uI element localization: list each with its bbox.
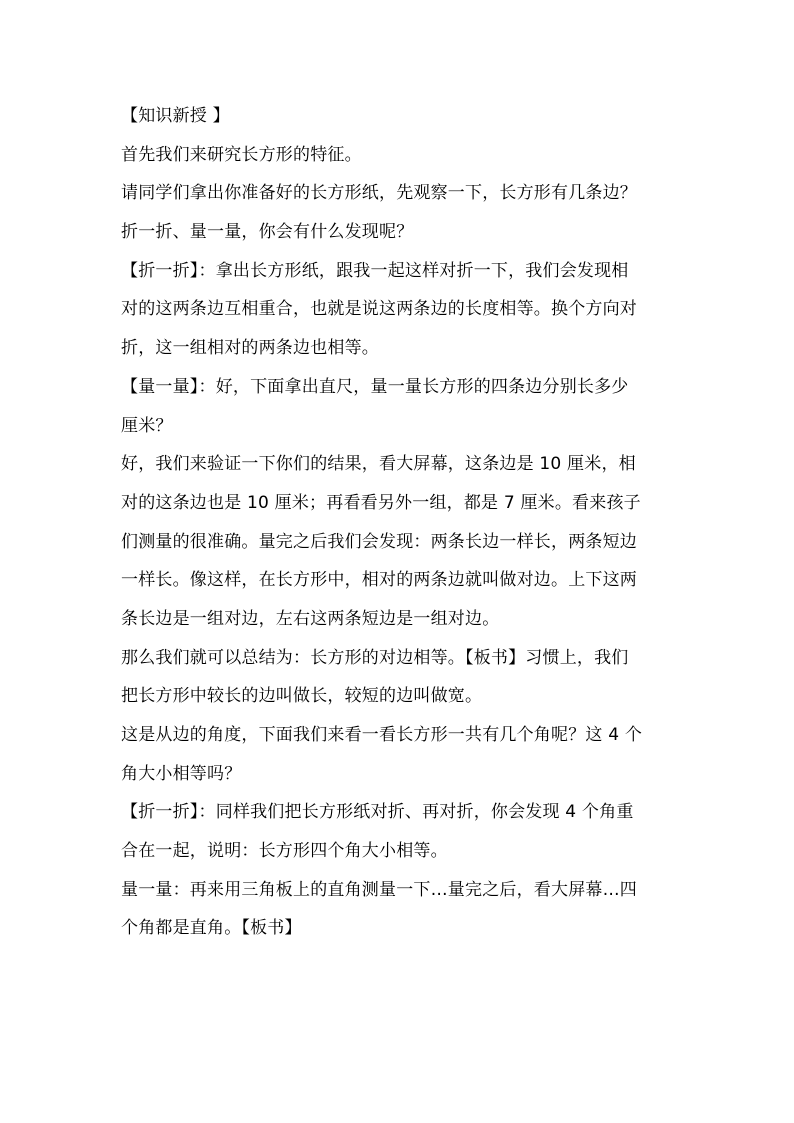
text-line: 折一折、量一量，你会有什么发现呢？ bbox=[121, 222, 414, 243]
text-line: 个角都是直角。【板书】 bbox=[121, 918, 302, 939]
text-line: 合在一起，说明：长方形四个角大小相等。 bbox=[121, 841, 448, 862]
text-line: 对的这两条边互相重合，也就是说这两条边的长度相等。换个方向对 bbox=[121, 299, 637, 320]
paragraph-angles-question bbox=[121, 716, 681, 793]
paragraph-fold-measure-question bbox=[121, 213, 681, 252]
text-line: 折，这一组相对的两条边也相等。 bbox=[121, 338, 379, 359]
paragraph-measure-sides bbox=[121, 368, 681, 445]
text-line: 那么我们就可以总结为：长方形的对边相等。【板书】习惯上，我们 bbox=[121, 647, 629, 668]
text-line: 条长边是一组对边，左右这两条短边是一组对边。 bbox=[121, 608, 500, 629]
paragraph-fold-angles bbox=[121, 793, 681, 870]
paragraph-verify-results bbox=[121, 445, 681, 638]
text-line: 请同学们拿出你准备好的长方形纸，先观察一下，长方形有几条边？ bbox=[121, 183, 637, 204]
text-line: 对的这条边也是 10 厘米；再看看另外一组，都是 7 厘米。看来孩子 bbox=[121, 492, 641, 513]
text-line: 把长方形中较长的边叫做长，较短的边叫做宽。 bbox=[121, 686, 483, 707]
text-line: 【折一折】：同样我们把长方形纸对折、再对折，你会发现 4 个角重 bbox=[121, 802, 634, 823]
text-line: 角大小相等吗？ bbox=[121, 763, 242, 784]
document-body bbox=[121, 97, 681, 948]
text-line: 好，我们来验证一下你们的结果，看大屏幕，这条边是 10 厘米，相 bbox=[121, 454, 636, 475]
text-line: 【量一量】：好，下面拿出直尺，量一量长方形的四条边分别长多少 bbox=[121, 376, 629, 397]
text-line: 首先我们来研究长方形的特征。 bbox=[121, 144, 362, 165]
text-line: 量一量：再来用三角板上的直角测量一下…量完之后，看大屏幕…四 bbox=[121, 879, 637, 900]
text-line: 们测量的很准确。量完之后我们会发现：两条长边一样长，两条短边 bbox=[121, 531, 637, 552]
text-line: 这是从边的角度，下面我们来看一看长方形一共有几个角呢？这 4 个 bbox=[121, 725, 643, 745]
paragraph-fold-sides bbox=[121, 252, 681, 368]
text-line: 【知识新授 】 bbox=[121, 106, 230, 126]
text-line: 【折一折】：拿出长方形纸，跟我一起这样对折一下，我们会发现相 bbox=[121, 260, 629, 281]
paragraph-observe-question bbox=[121, 174, 681, 213]
paragraph-intro bbox=[121, 136, 681, 175]
text-line: 一样长。像这样，在长方形中，相对的两条边就叫做对边。上下这两 bbox=[121, 570, 637, 591]
heading-knowledge-new bbox=[121, 97, 681, 136]
paragraph-summary-opposite-sides bbox=[121, 639, 681, 716]
text-line: 厘米？ bbox=[121, 415, 173, 436]
paragraph-measure-angles bbox=[121, 871, 681, 948]
